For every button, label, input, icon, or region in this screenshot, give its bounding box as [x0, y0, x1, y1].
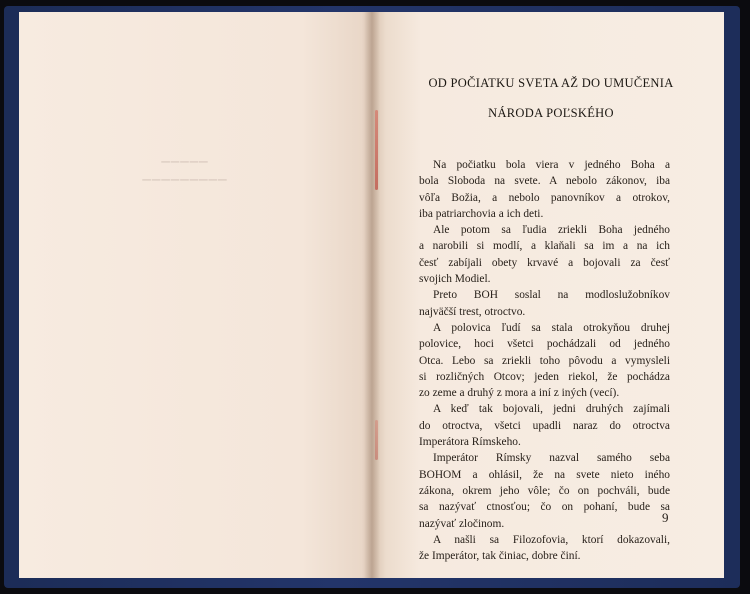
chapter-title-line-1: OD POČIATKU SVETA AŽ DO UMUČENIA	[428, 76, 674, 90]
text-line: si rozličných Otcov; jeden riekol, že pochádza	[419, 370, 670, 383]
text-line: Otca. Lebo sa zriekli toho pôvodu a vymysleli	[419, 354, 670, 367]
text-line: Imperátora Rímskeho.	[419, 436, 521, 449]
text-line: Ale potom sa ľudia zriekli Boha jedného	[433, 224, 670, 237]
binding-thread	[375, 110, 378, 190]
text-line: Preto BOH soslal na modloslužobníkov	[433, 289, 670, 302]
show-through-text: ▁▁▁▁▁▁▁▁▁	[142, 169, 228, 181]
chapter-title-line-2: NÁRODA POĽSKÉHO	[488, 106, 614, 120]
show-through-text: ▁▁▁▁▁	[161, 151, 209, 163]
body-text	[419, 157, 670, 564]
text-line: že Imperátor, tak činiac, dobre činí.	[419, 550, 581, 563]
binding-thread-lower	[375, 420, 378, 460]
text-line: zákona, okrem jeho vôle; čo on pochváli, bude	[419, 484, 670, 497]
text-line: sa nazývať ctnosťou; čo on pohaní, bude sa	[419, 501, 670, 514]
text-line: polovice, hoci všetci pochádzali od jedného	[419, 338, 670, 351]
text-line: česť zabíjali obety krvavé a bojovali za česť	[419, 256, 670, 269]
text-line: svojich Modiel.	[419, 273, 491, 286]
text-line: BOHOM a ohlásil, že na svete nieto iného	[419, 468, 670, 481]
text-line: Na počiatku bola viera v jedného Boha a	[433, 159, 670, 171]
text-line: A polovica ľudí sa stala otrokyňou druhej	[433, 321, 670, 334]
text-line: A našli sa Filozofovia, ktorí dokazovali,	[433, 533, 670, 546]
text-line: nazývať zločinom.	[419, 517, 505, 530]
left-page	[19, 12, 372, 578]
text-line: vôľa Božia, a nebolo panovníkov a otrokov,	[419, 191, 670, 204]
text-line: zo zeme a druhý z mora a iní z iných (vecí).	[419, 387, 620, 400]
text-line: bola Sloboda na svete. A nebolo zákonov, iba	[419, 175, 670, 188]
text-line: A keď tak bojovali, jedni druhých zajímali	[433, 403, 670, 416]
text-line: iba patriarchovia a ich deti.	[419, 207, 544, 220]
book-gutter	[364, 12, 380, 578]
page-number: 9	[662, 510, 669, 525]
text-line: a narobili si modlí, a klaňali sa im a na ich	[419, 240, 670, 253]
text-line: Imperátor Rímsky nazval samého seba	[433, 452, 670, 465]
text-line: do otroctva, všetci upadli naraz do otroctva	[419, 419, 670, 432]
text-line: najväčší trest, otroctvo.	[419, 305, 526, 318]
